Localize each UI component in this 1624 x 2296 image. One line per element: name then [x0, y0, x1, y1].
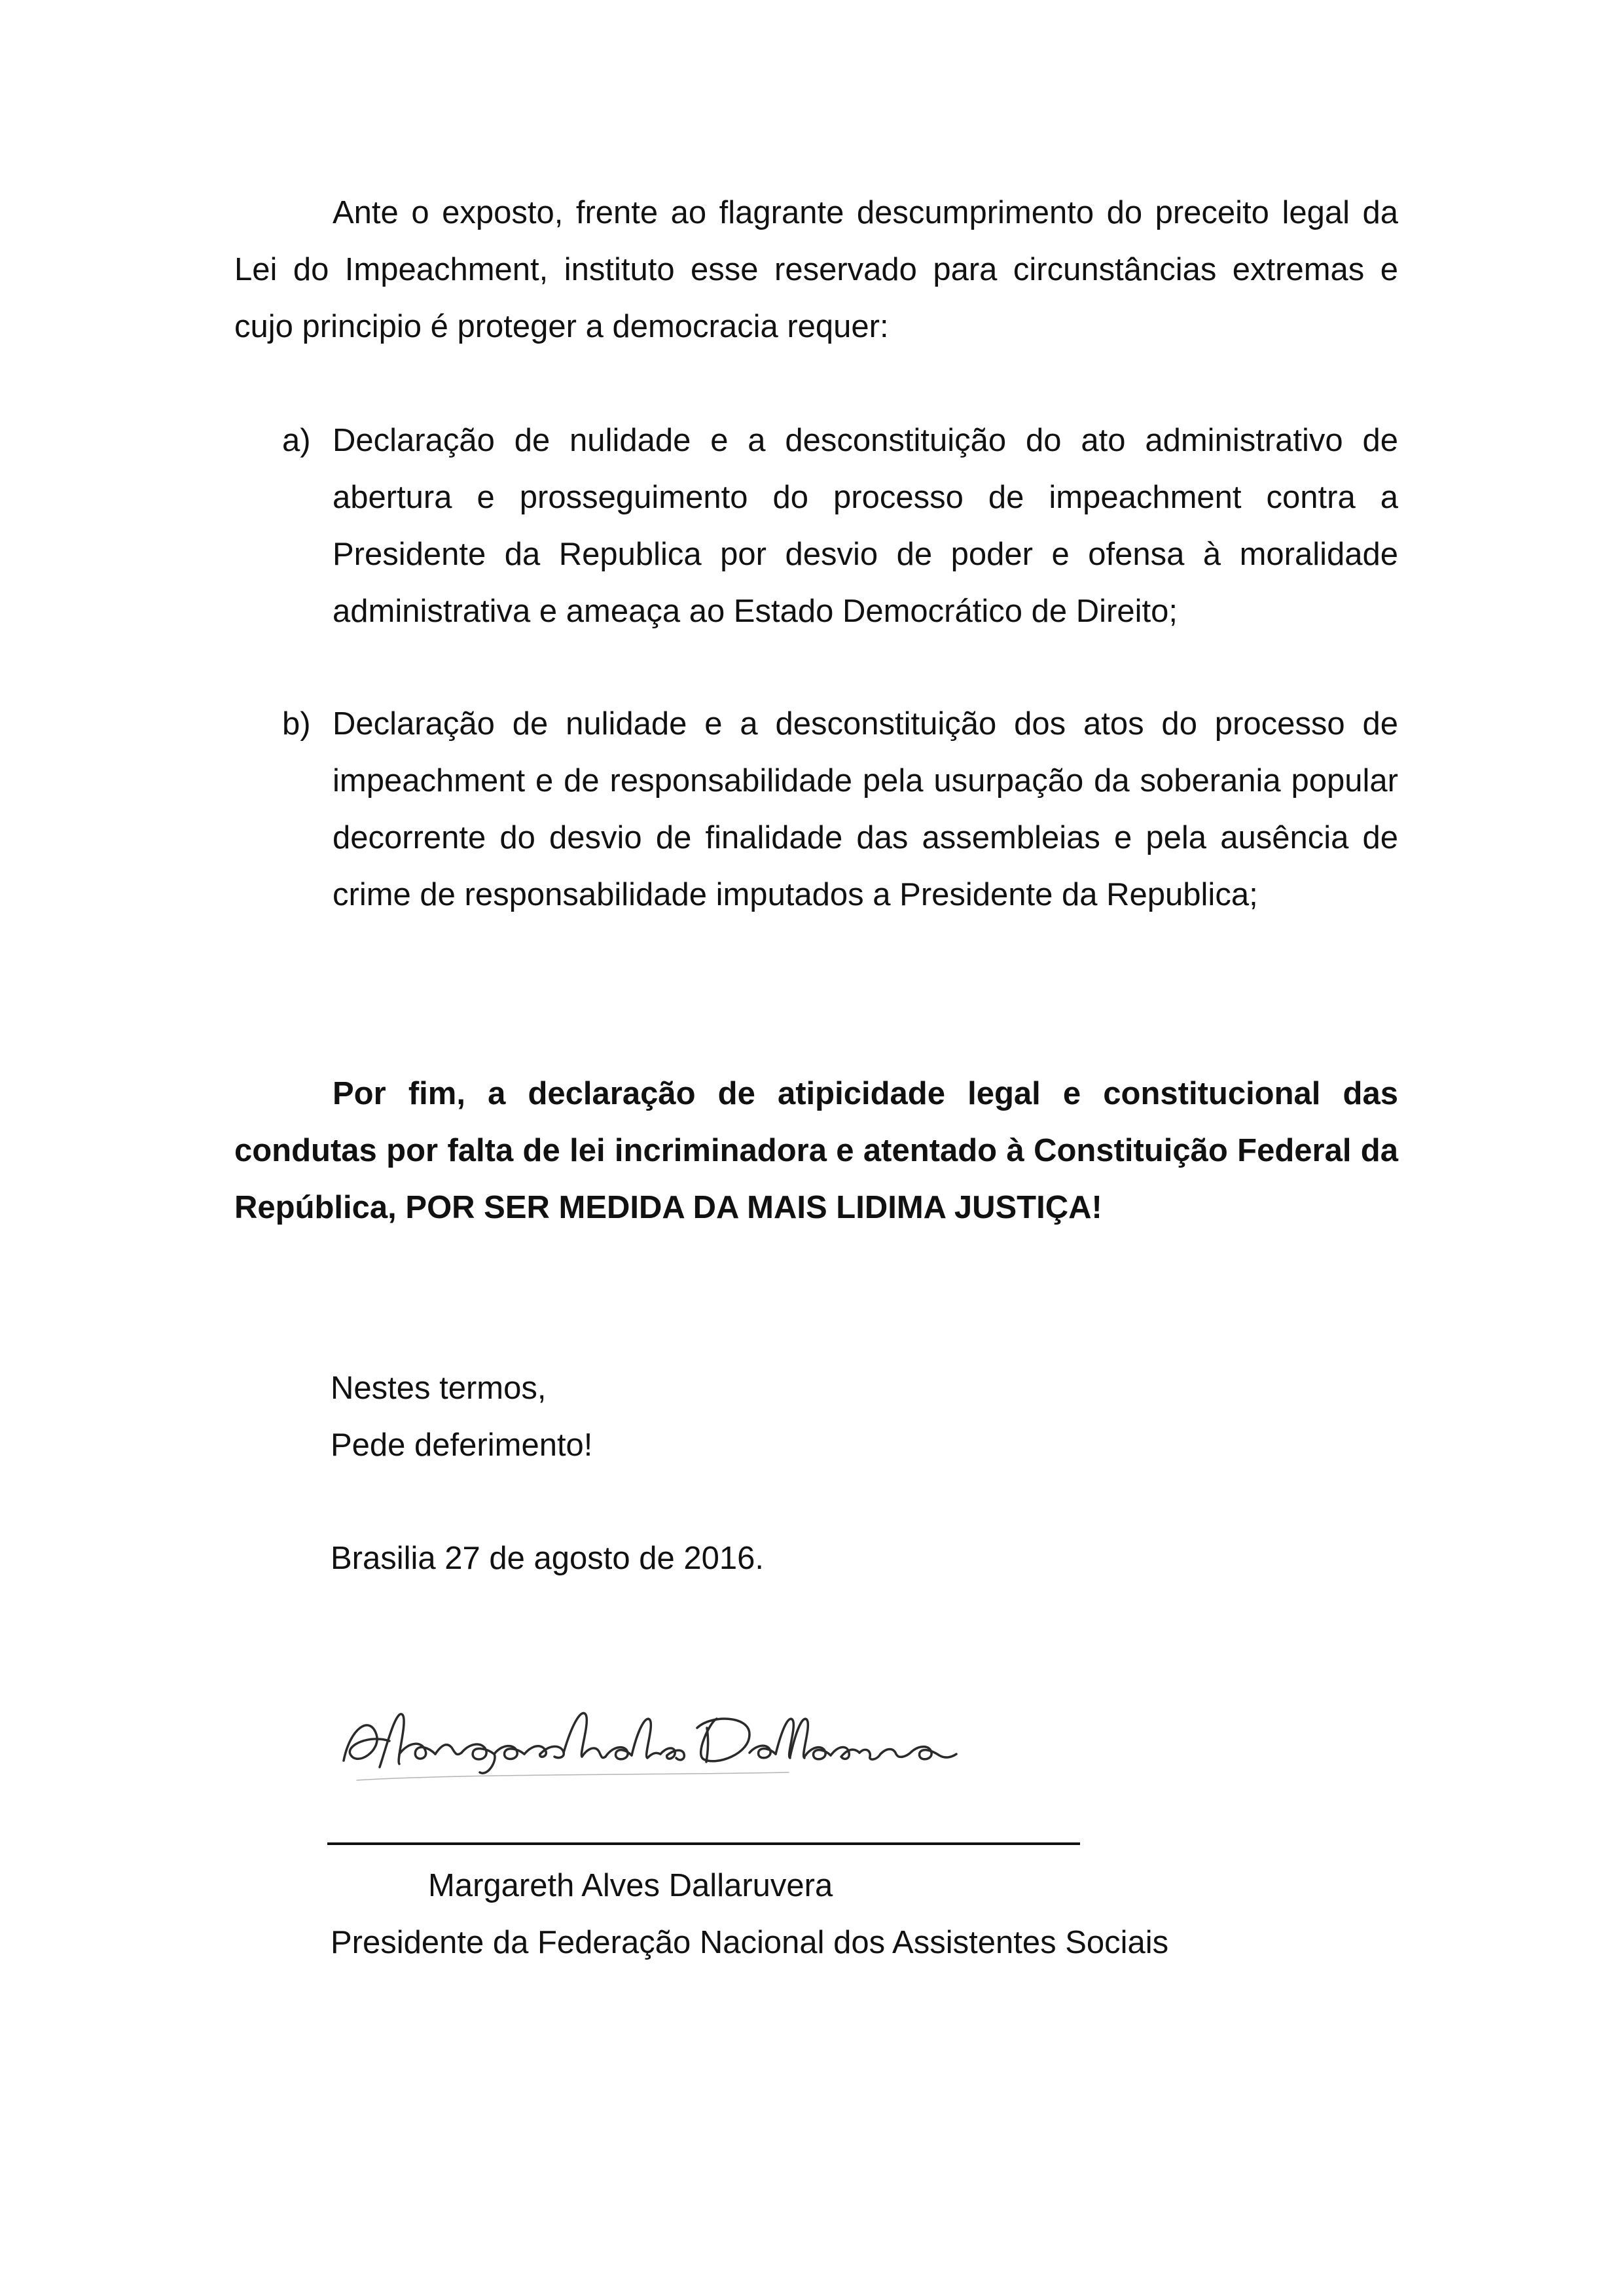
- request-text: Declaração de nulidade e a desconstituição do ato administrativo de abertura e prosseguimento do processo de impeachment contra a Presidente da Republica por desvio de poder e ofensa à moralidade administrativa e ameaça ao Estado Democrático de Direito;: [333, 423, 1398, 629]
- signature-line: [327, 1842, 1080, 1845]
- request-text: Declaração de nulidade e a desconstituição dos atos do processo de impeachment e de responsabilidade pela usurpação da soberania popular decorrente do desvio de finalidade das assembleias e pela ausência de crime de responsabilidade imputados a Presidente da Republica;: [333, 706, 1398, 912]
- sign-off-line-1: Nestes termos,: [331, 1371, 547, 1406]
- handwritten-signature: [331, 1689, 985, 1793]
- request-list-a: [234, 412, 1398, 640]
- signatory-title: Presidente da Federação Nacional dos Assistentes Sociais: [331, 1925, 1169, 1960]
- intro-paragraph: Ante o exposto, frente ao flagrante descumprimento do preceito legal da Lei do Impeachment, instituto esse reservado para circunstâncias extremas e cujo principio é proteger a democracia requer:: [234, 195, 1398, 344]
- request-letter: a): [282, 423, 311, 458]
- signatory-name: Margareth Alves Dallaruvera: [428, 1868, 833, 1903]
- place-date: Brasilia 27 de agosto de 2016.: [331, 1541, 764, 1576]
- closing-paragraph: Por fim, a declaração de atipicidade legal e constitucional das condutas por falta de lei incriminadora e atentado à Constituição Federal da República, POR SER MEDIDA DA MAIS LIDIMA JUSTIÇA!: [234, 1076, 1398, 1225]
- request-item-b: [234, 696, 1398, 924]
- request-list-b: [234, 696, 1398, 924]
- sign-off-line-2: Pede deferimento!: [331, 1427, 593, 1463]
- request-item-a: [234, 412, 1398, 640]
- request-letter: b): [282, 706, 311, 742]
